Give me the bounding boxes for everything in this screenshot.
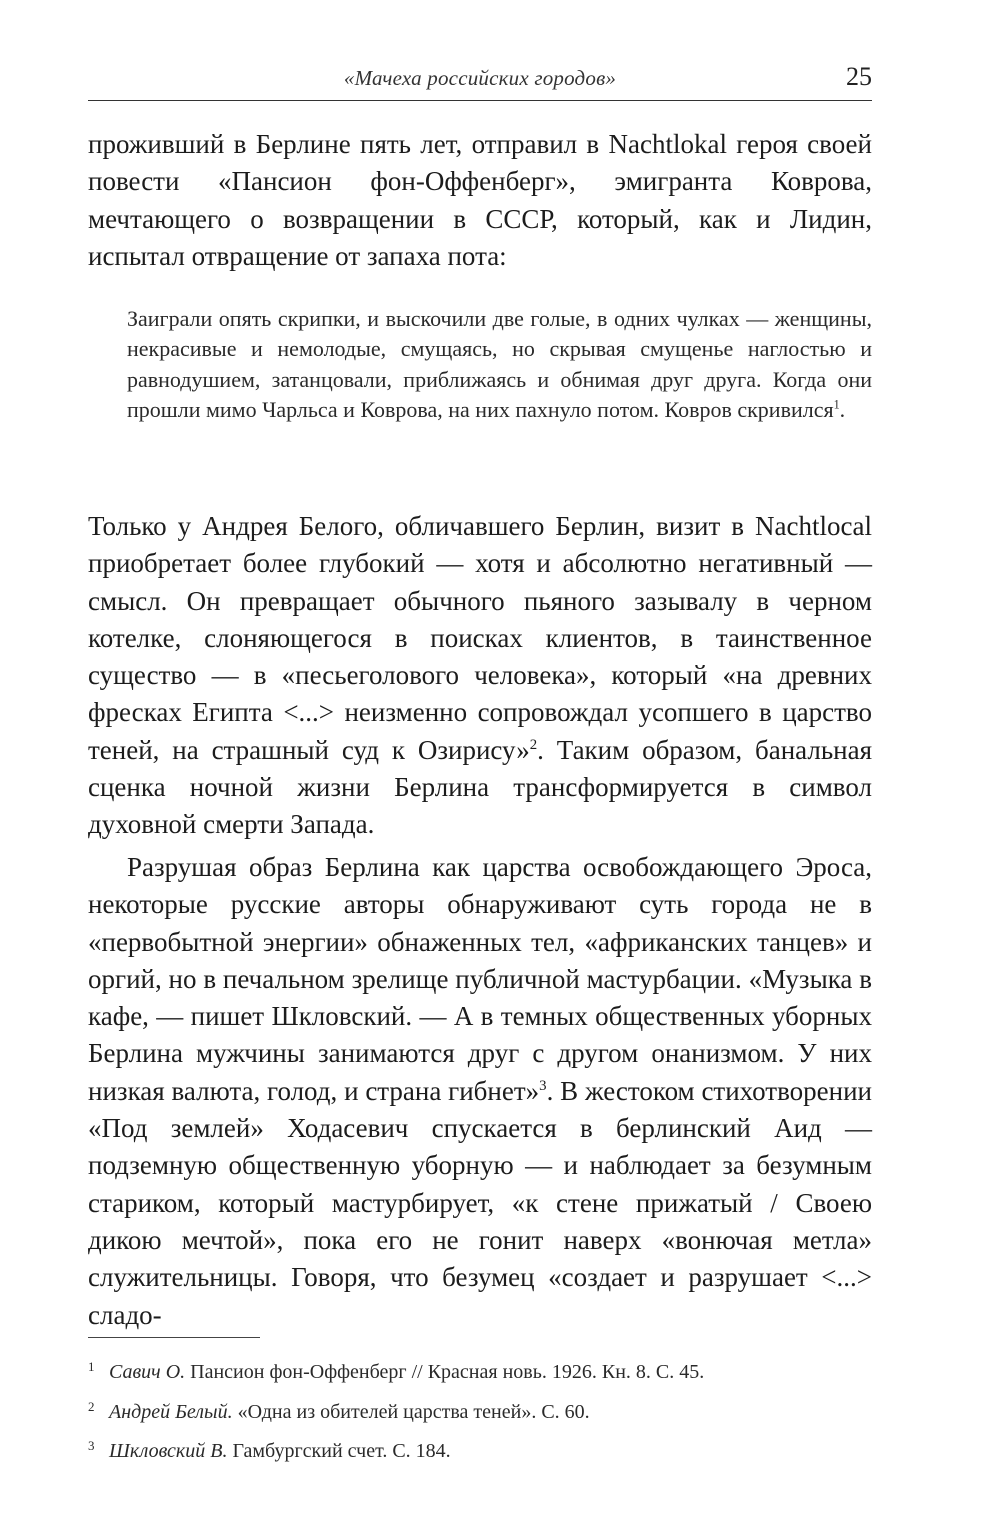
footnote-ref-2: 2: [529, 736, 538, 753]
footnotes: [88, 1350, 872, 1469]
block-quote: Заиграли опять скрипки, и выскочили две голые, в одних чулках — женщины, некрасивые и немолодые, смущаясь, но скрывая смущенье наглостью и равнодушием, затанцовали, приближаясь и обнимая друг друга. Когда они прошли мимо Чарльса и Коврова, на них пахнуло потом. Ковров скривился$^1$.: [127, 306, 872, 422]
footnote-text: «Одна из обителей царства теней». С. 60.: [237, 1400, 590, 1423]
footnote-text: Пансион фон-Оффенберг // Красная новь. 1926. Кн. 8. С. 45.: [190, 1361, 705, 1383]
footnote: [88, 1429, 872, 1469]
running-title: «Мачеха российских городов»: [343, 66, 617, 90]
footnote-text: Гамбургский счет. С. 184.: [232, 1440, 451, 1462]
paragraph-continuation: проживший в Берлине пять лет, отправил в Nachtlokal героя своей повести «Пансион фон-Оффенберг», эмигранта Коврова, мечтающего о возвращении в СССР, который, как и Лидин, испытал отвращение от запаха пота:: [88, 129, 872, 271]
footnote-author: Шкловский В.: [109, 1440, 228, 1462]
paragraph-eros-text-end: . В жестоком стихотворении «Под землей» Ходасевич спускается в берлинский Аид — подземную общественную уборную — и наблюдает за безумным стариком, который мастурбирует, «к стене прижатый / Своею дикою мечтой», пока его не гонит наверх «вонючая метла» служительницы. Говоря, что безумец «создает и разрушает <...> сладо-: [88, 1075, 872, 1330]
footnote-mark: 2: [88, 1398, 95, 1414]
footnote: [88, 1390, 872, 1430]
footnote-author: Савич О.: [109, 1361, 186, 1383]
running-header: [88, 60, 872, 101]
footnote: [88, 1350, 872, 1390]
footnote-mark: 1: [88, 1359, 95, 1374]
footnote-author: Андрей Белый.: [109, 1400, 233, 1423]
footnote-mark: 3: [88, 1438, 95, 1453]
quote-text: Заиграли опять скрипки, и выскочили две голые, в одних чулках — женщины, некрасивые и немолодые, смущаясь, но скрывая смущенье наглостью и равнодушием, затанцовали, приближаясь и обнимая друг друга. Когда они прошли мимо Чарльса и Коврова, на них пахнуло потом. Ковров скривился: [127, 306, 872, 422]
paragraph-bely-text-end: . Таким образом, банальная сценка ночной жизни Берлина трансформируется в символ духовной смерти Запада.: [88, 734, 873, 840]
page-number: 25: [846, 62, 872, 91]
paragraph-eros-text: Разрушая образ Берлина как царства освобождающего Эроса, некоторые русские авторы обнаруживают суть города не в «первобытной энергии» обнаженных тел, «африканских танцев» и оргий, но в печальном зрелище публичной мастурбации. «Музыка в кафе, — пишет Шкловский. — А в темных общественных уборных Берлина мужчины занимаются друг с другом онанизмом. У них низкая валюта, голод, и страна гибнет»: [88, 852, 872, 1106]
paragraph-bely: [88, 508, 872, 844]
footnote-divider: [88, 1337, 260, 1338]
footnote-ref-1: 1: [833, 397, 840, 412]
paragraph-eros: [88, 849, 872, 1334]
footnote-ref-3: 3: [539, 1077, 547, 1094]
paragraph-bely-text: Только у Андрея Белого, обличавшего Берлин, визит в Nachtlocal приобретает более глубокий — хотя и абсолютно негативный — смысл. Он превращает обычного пьяного зазывалу в черном котелке, слоняющегося в поисках клиентов, в таинственное существо — в «песьеголового человека», который «на древних фресках Египта <...> неизменно сопровождал усопшего в царство теней, на страшный суд к Озирису»: [88, 511, 872, 765]
